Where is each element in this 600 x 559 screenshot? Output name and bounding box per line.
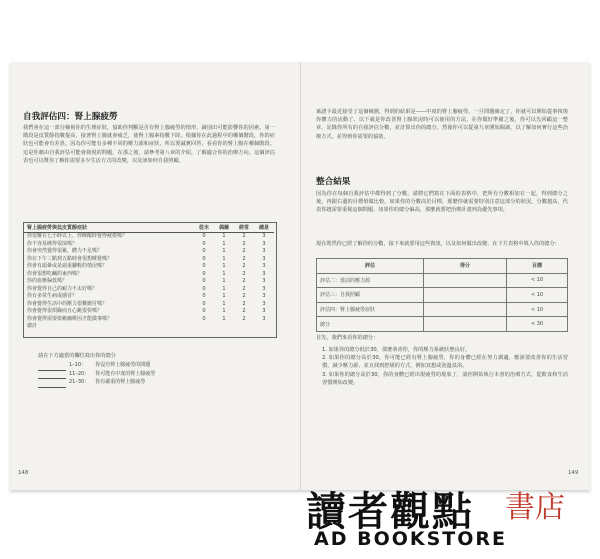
score-blank[interactable] [38, 370, 66, 379]
score-text: 你有嚴重的腎上腺疲勞 [95, 379, 146, 385]
score-option[interactable]: 3 [262, 233, 266, 239]
question-text: 你會覺得很煩躁而且心跳很快嗎？ [27, 308, 103, 314]
outcome-item: 2. 如果你的總分高於30，你可能已經有腎上腺疲勞，你的身體已經在努力調適，應該要改善你的生活習慣，減少壓力源，並且找到舒緩的方式，例如冥想或泡溫泉浴。 [322, 355, 568, 370]
score-option[interactable]: 3 [262, 240, 266, 247]
result-label: 評估二：當前的壓力源 [317, 273, 424, 288]
question-text: 你不容易睡得很深嗎？ [27, 240, 78, 247]
page-number: 148 [18, 470, 29, 476]
watermark-chinese-accent: 書店 [505, 490, 565, 525]
score-option[interactable]: 1 [222, 278, 226, 284]
scoring-row [38, 362, 158, 370]
score-option[interactable]: 3 [262, 285, 266, 292]
result-label: 評估四：腎上腺疲勞症狀 [317, 302, 424, 317]
table-row [317, 302, 568, 317]
score-option[interactable]: 1 [222, 255, 226, 262]
table-row [24, 263, 274, 271]
scoring-intro: 請在下方適當的欄位寫出你的總分 [38, 353, 116, 359]
score-text: 你可能有中度的腎上腺疲勞 [95, 370, 156, 377]
col-header: 偶爾 [214, 223, 234, 233]
score-option[interactable]: 1 [222, 248, 226, 254]
score-option[interactable]: 2 [242, 308, 246, 314]
score-option[interactable]: 2 [242, 233, 246, 239]
question-text: 你會有頭暈或是頭重腳輕的情況嗎？ [27, 263, 108, 269]
result-score[interactable] [424, 302, 507, 317]
score-range: 11–20： [69, 370, 90, 377]
question-text: 你的血壓偏低嗎？ [27, 278, 68, 284]
col-header: 從未 [194, 223, 214, 233]
score-option[interactable]: 1 [222, 293, 226, 299]
table-row [24, 308, 274, 316]
table-row [24, 248, 274, 256]
score-range: 21–30： [69, 379, 90, 385]
result-target: < 10 [507, 273, 568, 288]
summary-paragraph: 因為你在每個自我評估中都得到了分數，請將它們寫在下面的表格中，把所有分數相加在一起，得到總分之後，再跟右邊的目標值做比較。如果你的分數高於目標，那麼你就需要特別注意這部分的狀況。分數越高，代表你越需要重視這個問題。如果你的總分偏高，那麼就要把治療計畫列為優先事項。 [316, 191, 568, 214]
score-option[interactable]: 3 [262, 315, 266, 322]
table-row [24, 278, 274, 286]
question-text: 你會覺得自己的耐力不太好嗎？ [27, 285, 98, 292]
result-score[interactable] [424, 288, 507, 303]
score-option[interactable]: 3 [262, 300, 266, 307]
question-text: 你會突然覺得很累，體力不足嗎？ [27, 248, 103, 254]
table-row [24, 293, 274, 301]
result-score[interactable] [424, 317, 507, 332]
table-row [317, 273, 568, 288]
score-option[interactable]: 2 [242, 293, 246, 299]
score-text: 你沒有腎上腺疲勞的問題 [95, 362, 151, 369]
result-label: 總分 [317, 317, 424, 332]
question-text: 你會很想吃鹹的東西嗎？ [27, 270, 83, 277]
scoring-list [38, 362, 158, 388]
score-option[interactable]: 1 [222, 308, 226, 314]
total-cell [194, 323, 214, 331]
table-row [24, 316, 274, 324]
result-target: < 10 [507, 302, 568, 317]
after-paragraph: 首先，我們來看你的總分： [316, 335, 379, 341]
score-option[interactable]: 1 [222, 240, 226, 247]
col-header: 總是 [254, 223, 274, 233]
score-option[interactable]: 1 [222, 285, 226, 292]
question-text: 你在下午三點到五點時會很想睡覺嗎？ [27, 255, 113, 262]
col-header: 經常 [234, 223, 254, 233]
score-option[interactable]: 0 [202, 248, 206, 254]
question-text: 你會覺得生活中的壓力很難應付嗎？ [27, 300, 108, 307]
total-label: 總計 [27, 323, 38, 329]
total-cell [214, 323, 234, 331]
outcome-item: 1. 如果你的總分低於30，那麼恭喜你，你的壓力系統狀態良好。 [322, 347, 471, 353]
outcome-item: 3. 如果你的總分高於30，你的身體已經出現疲勞的現象了，請你開始執行本書的治療方式，從飲食和生活習慣開始改變。 [322, 371, 568, 386]
question-text: 你很難在七小時以上，你睡醒時覺得疲倦嗎？ [27, 233, 128, 239]
score-option[interactable]: 1 [222, 233, 226, 239]
score-option[interactable]: 2 [242, 278, 246, 284]
scoring-row [38, 370, 158, 379]
score-option[interactable]: 2 [242, 270, 246, 277]
score-option[interactable]: 3 [262, 308, 266, 314]
score-option[interactable]: 1 [222, 300, 226, 307]
book-spine [300, 62, 301, 490]
table-row [317, 317, 568, 332]
table-row [24, 271, 274, 279]
table-row [24, 233, 274, 241]
left-page [18, 62, 290, 490]
score-option[interactable]: 2 [242, 255, 246, 262]
score-option[interactable]: 3 [262, 263, 266, 269]
section-heading: 整合結果 [316, 177, 351, 187]
score-option[interactable]: 0 [202, 270, 206, 277]
bookstore-watermark [300, 480, 590, 550]
score-range: 1–10： [69, 362, 87, 369]
score-option[interactable]: 0 [202, 300, 206, 307]
table-header: 腎上腺疲勞與低皮質醇症狀 [24, 223, 194, 233]
score-option[interactable]: 0 [202, 233, 206, 239]
score-option[interactable]: 0 [202, 315, 206, 322]
score-option[interactable]: 0 [202, 278, 206, 284]
score-blank[interactable] [38, 379, 66, 388]
watermark-english: AD BOOKSTORE [314, 528, 508, 550]
table-row [317, 288, 568, 303]
score-option[interactable]: 1 [222, 270, 226, 277]
intro-paragraph: 我們會在這一部分檢視你的生理症狀，協助你判斷是否有腎上腺疲勞的情形，識別出可能影響你的因素。第一階段是皮質醇指數提高，接著腎上腺就會疲乏，使腎上腺素指數下降。根據你在此過程中的哪個階段，你的症狀也可能會有差異。因為你可能有多種不同的壓力源和症狀，所以要誠實回答，看看你的腎上腺在哪個階段。這是你藉由自我評估可能會發現的問題，在那之後，請參考第八章的介紹，了解適合你的治療方向。這個評估表也可以幫你了解你需要多少生活方式的改變，以及該如何自我照顧。 [23, 125, 275, 164]
result-score[interactable] [424, 273, 507, 288]
score-option[interactable]: 0 [202, 240, 206, 247]
table-row [24, 256, 274, 264]
col-header: 目標 [507, 259, 568, 274]
result-target: < 10 [507, 288, 568, 303]
watermark-chinese: 讀者觀點 [306, 488, 474, 535]
scoring-row [38, 379, 158, 388]
score-option[interactable]: 2 [242, 263, 246, 269]
total-cell [234, 323, 254, 331]
score-blank[interactable] [38, 362, 66, 370]
score-option[interactable]: 2 [242, 248, 246, 254]
total-cell [254, 323, 274, 331]
section-heading: 自我評估四：腎上腺疲勞 [23, 112, 118, 122]
question-text: 你會覺得需要依賴咖啡因才能做事嗎？ [27, 315, 113, 322]
score-option[interactable]: 3 [262, 293, 266, 299]
score-option[interactable]: 0 [202, 263, 206, 269]
col-header: 評估 [317, 259, 424, 274]
score-option[interactable]: 1 [222, 263, 226, 269]
result-label: 評估三：自我照顧 [317, 288, 424, 303]
score-option[interactable]: 3 [262, 278, 266, 284]
table-row [24, 301, 274, 309]
total-row [24, 323, 274, 331]
question-text: 你有多常生病或感冒？ [27, 293, 78, 299]
score-option[interactable]: 0 [202, 255, 206, 262]
col-header: 得分 [424, 259, 507, 274]
score-option[interactable]: 0 [202, 293, 206, 299]
table-row [24, 241, 274, 249]
score-option[interactable]: 1 [222, 315, 226, 322]
score-option[interactable]: 2 [242, 300, 246, 307]
page-number: 149 [568, 470, 579, 476]
score-option[interactable]: 3 [262, 270, 266, 277]
table-row [24, 286, 274, 294]
outcome-list [322, 346, 568, 396]
results-table [316, 258, 568, 332]
result-target: < 30 [507, 317, 568, 332]
score-option[interactable]: 2 [242, 240, 246, 247]
score-option[interactable]: 0 [202, 308, 206, 314]
score-option[interactable]: 2 [242, 315, 246, 322]
score-option[interactable]: 3 [262, 255, 266, 262]
table-intro: 現在既然你已經了解你的分數，接下來就要用這些資訊，以及如何做出改變，在下方表格中填入你的總分： [316, 241, 560, 247]
questionnaire-table [24, 223, 274, 331]
right-page [310, 62, 582, 490]
score-option[interactable]: 3 [262, 248, 266, 254]
score-option[interactable]: 0 [202, 285, 206, 292]
top-paragraph: 萊諾卡最近接受了這個檢測，得到的結果是——中度的腎上腺疲勞。一旦問題確定了，你就可以開始從事恢復你體力的活動了。以下就是你改善腎上腺狀況時可以使用的方法，在你做好準備之後，你可以先回顧這一整章，記錄你所有的自我評估分數，並計算出你的總分。然後你可以從第九章開始閱讀，以了解如何實行這些治療方式，並得到你需要的協助。 [316, 109, 568, 140]
score-option[interactable]: 2 [242, 285, 246, 292]
